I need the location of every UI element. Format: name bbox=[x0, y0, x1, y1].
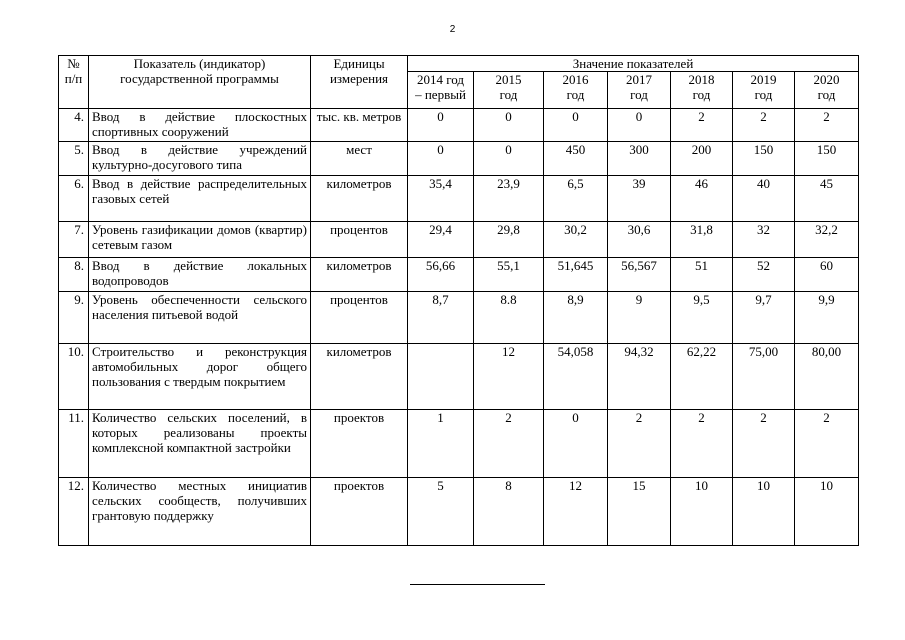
row-number: 7. bbox=[59, 222, 89, 258]
unit-cell: мест bbox=[311, 142, 408, 176]
row-number: 12. bbox=[59, 478, 89, 546]
header-num: № п/п bbox=[59, 56, 89, 109]
footer-separator-line bbox=[410, 584, 545, 585]
value-cell: 46 bbox=[671, 176, 733, 222]
header-values-group: Значение показателей bbox=[408, 56, 859, 72]
table-row bbox=[59, 478, 859, 546]
value-cell: 0 bbox=[474, 109, 544, 142]
unit-cell: процентов bbox=[311, 222, 408, 258]
value-cell: 32 bbox=[733, 222, 795, 258]
indicator-name: Ввод в действие распределительных газовых сетей bbox=[89, 176, 311, 222]
header-year: 2019 год bbox=[733, 72, 795, 109]
value-cell: 8,9 bbox=[544, 292, 608, 344]
value-cell: 10 bbox=[733, 478, 795, 546]
indicator-name: Строительство и реконструкция автомобильных дорог общего пользования с твердым покрытием bbox=[89, 344, 311, 410]
value-cell: 2 bbox=[733, 410, 795, 478]
header-year: 2018 год bbox=[671, 72, 733, 109]
table-row bbox=[59, 258, 859, 292]
table-row bbox=[59, 410, 859, 478]
value-cell: 0 bbox=[408, 142, 474, 176]
data-rows bbox=[59, 109, 859, 546]
value-cell: 29,4 bbox=[408, 222, 474, 258]
table-row bbox=[59, 222, 859, 258]
value-cell: 45 bbox=[795, 176, 859, 222]
value-cell: 39 bbox=[608, 176, 671, 222]
value-cell: 30,6 bbox=[608, 222, 671, 258]
value-cell: 6,5 bbox=[544, 176, 608, 222]
value-cell: 1 bbox=[408, 410, 474, 478]
page-number: 2 bbox=[449, 24, 456, 35]
header-row bbox=[59, 56, 859, 72]
table-row bbox=[59, 292, 859, 344]
indicator-name: Количество местных инициатив сельских сообществ, получивших грантовую поддержку bbox=[89, 478, 311, 546]
value-cell: 60 bbox=[795, 258, 859, 292]
value-cell: 31,8 bbox=[671, 222, 733, 258]
header-unit: Единицы измерения bbox=[311, 56, 408, 109]
value-cell: 2 bbox=[733, 109, 795, 142]
indicator-name: Уровень обеспеченности сельского населения питьевой водой bbox=[89, 292, 311, 344]
row-number: 8. bbox=[59, 258, 89, 292]
value-cell: 0 bbox=[408, 109, 474, 142]
indicator-name: Ввод в действие плоскостных спортивных сооружений bbox=[89, 109, 311, 142]
value-cell: 54,058 bbox=[544, 344, 608, 410]
row-number: 9. bbox=[59, 292, 89, 344]
value-cell: 0 bbox=[544, 109, 608, 142]
value-cell: 94,32 bbox=[608, 344, 671, 410]
table-row bbox=[59, 109, 859, 142]
unit-cell: километров bbox=[311, 344, 408, 410]
value-cell: 200 bbox=[671, 142, 733, 176]
value-cell: 9,9 bbox=[795, 292, 859, 344]
value-cell: 35,4 bbox=[408, 176, 474, 222]
row-number: 4. bbox=[59, 109, 89, 142]
value-cell: 51 bbox=[671, 258, 733, 292]
value-cell: 9,7 bbox=[733, 292, 795, 344]
value-cell: 8,7 bbox=[408, 292, 474, 344]
value-cell: 150 bbox=[733, 142, 795, 176]
value-cell: 62,22 bbox=[671, 344, 733, 410]
value-cell: 12 bbox=[544, 478, 608, 546]
value-cell bbox=[408, 344, 474, 410]
value-cell: 0 bbox=[544, 410, 608, 478]
value-cell: 0 bbox=[608, 109, 671, 142]
row-number: 5. bbox=[59, 142, 89, 176]
value-cell: 55,1 bbox=[474, 258, 544, 292]
value-cell: 52 bbox=[733, 258, 795, 292]
value-cell: 8 bbox=[474, 478, 544, 546]
indicator-name: Количество сельских поселений, в которых реализованы проекты комплексной компактной застройки bbox=[89, 410, 311, 478]
unit-cell: километров bbox=[311, 176, 408, 222]
value-cell: 15 bbox=[608, 478, 671, 546]
value-cell: 2 bbox=[671, 410, 733, 478]
value-cell: 9 bbox=[608, 292, 671, 344]
value-cell: 2 bbox=[608, 410, 671, 478]
value-cell: 12 bbox=[474, 344, 544, 410]
row-number: 10. bbox=[59, 344, 89, 410]
header-year: 2020 год bbox=[795, 72, 859, 109]
value-cell: 23,9 bbox=[474, 176, 544, 222]
value-cell: 51,645 bbox=[544, 258, 608, 292]
value-cell: 30,2 bbox=[544, 222, 608, 258]
header-year: 2014 год – первый bbox=[408, 72, 474, 109]
value-cell: 2 bbox=[795, 410, 859, 478]
value-cell: 32,2 bbox=[795, 222, 859, 258]
row-number: 6. bbox=[59, 176, 89, 222]
table-row bbox=[59, 344, 859, 410]
indicators-table bbox=[58, 55, 859, 546]
value-cell: 10 bbox=[671, 478, 733, 546]
indicator-name: Уровень газификации домов (квартир) сетевым газом bbox=[89, 222, 311, 258]
header-year: 2015 год bbox=[474, 72, 544, 109]
header-year: 2017 год bbox=[608, 72, 671, 109]
value-cell: 75,00 bbox=[733, 344, 795, 410]
value-cell: 2 bbox=[795, 109, 859, 142]
value-cell: 8.8 bbox=[474, 292, 544, 344]
unit-cell: процентов bbox=[311, 292, 408, 344]
value-cell: 29,8 bbox=[474, 222, 544, 258]
unit-cell: тыс. кв. метров bbox=[311, 109, 408, 142]
value-cell: 80,00 bbox=[795, 344, 859, 410]
value-cell: 5 bbox=[408, 478, 474, 546]
table-row bbox=[59, 142, 859, 176]
value-cell: 2 bbox=[474, 410, 544, 478]
table-row bbox=[59, 176, 859, 222]
row-number: 11. bbox=[59, 410, 89, 478]
header-indicator: Показатель (индикатор) государственной программы bbox=[89, 56, 311, 109]
value-cell: 10 bbox=[795, 478, 859, 546]
value-cell: 450 bbox=[544, 142, 608, 176]
header-year: 2016 год bbox=[544, 72, 608, 109]
value-cell: 0 bbox=[474, 142, 544, 176]
value-cell: 40 bbox=[733, 176, 795, 222]
unit-cell: проектов bbox=[311, 478, 408, 546]
value-cell: 300 bbox=[608, 142, 671, 176]
value-cell: 9,5 bbox=[671, 292, 733, 344]
value-cell: 2 bbox=[671, 109, 733, 142]
value-cell: 150 bbox=[795, 142, 859, 176]
indicator-name: Ввод в действие учреждений культурно-досугового типа bbox=[89, 142, 311, 176]
value-cell: 56,66 bbox=[408, 258, 474, 292]
unit-cell: километров bbox=[311, 258, 408, 292]
unit-cell: проектов bbox=[311, 410, 408, 478]
indicator-name: Ввод в действие локальных водопроводов bbox=[89, 258, 311, 292]
value-cell: 56,567 bbox=[608, 258, 671, 292]
